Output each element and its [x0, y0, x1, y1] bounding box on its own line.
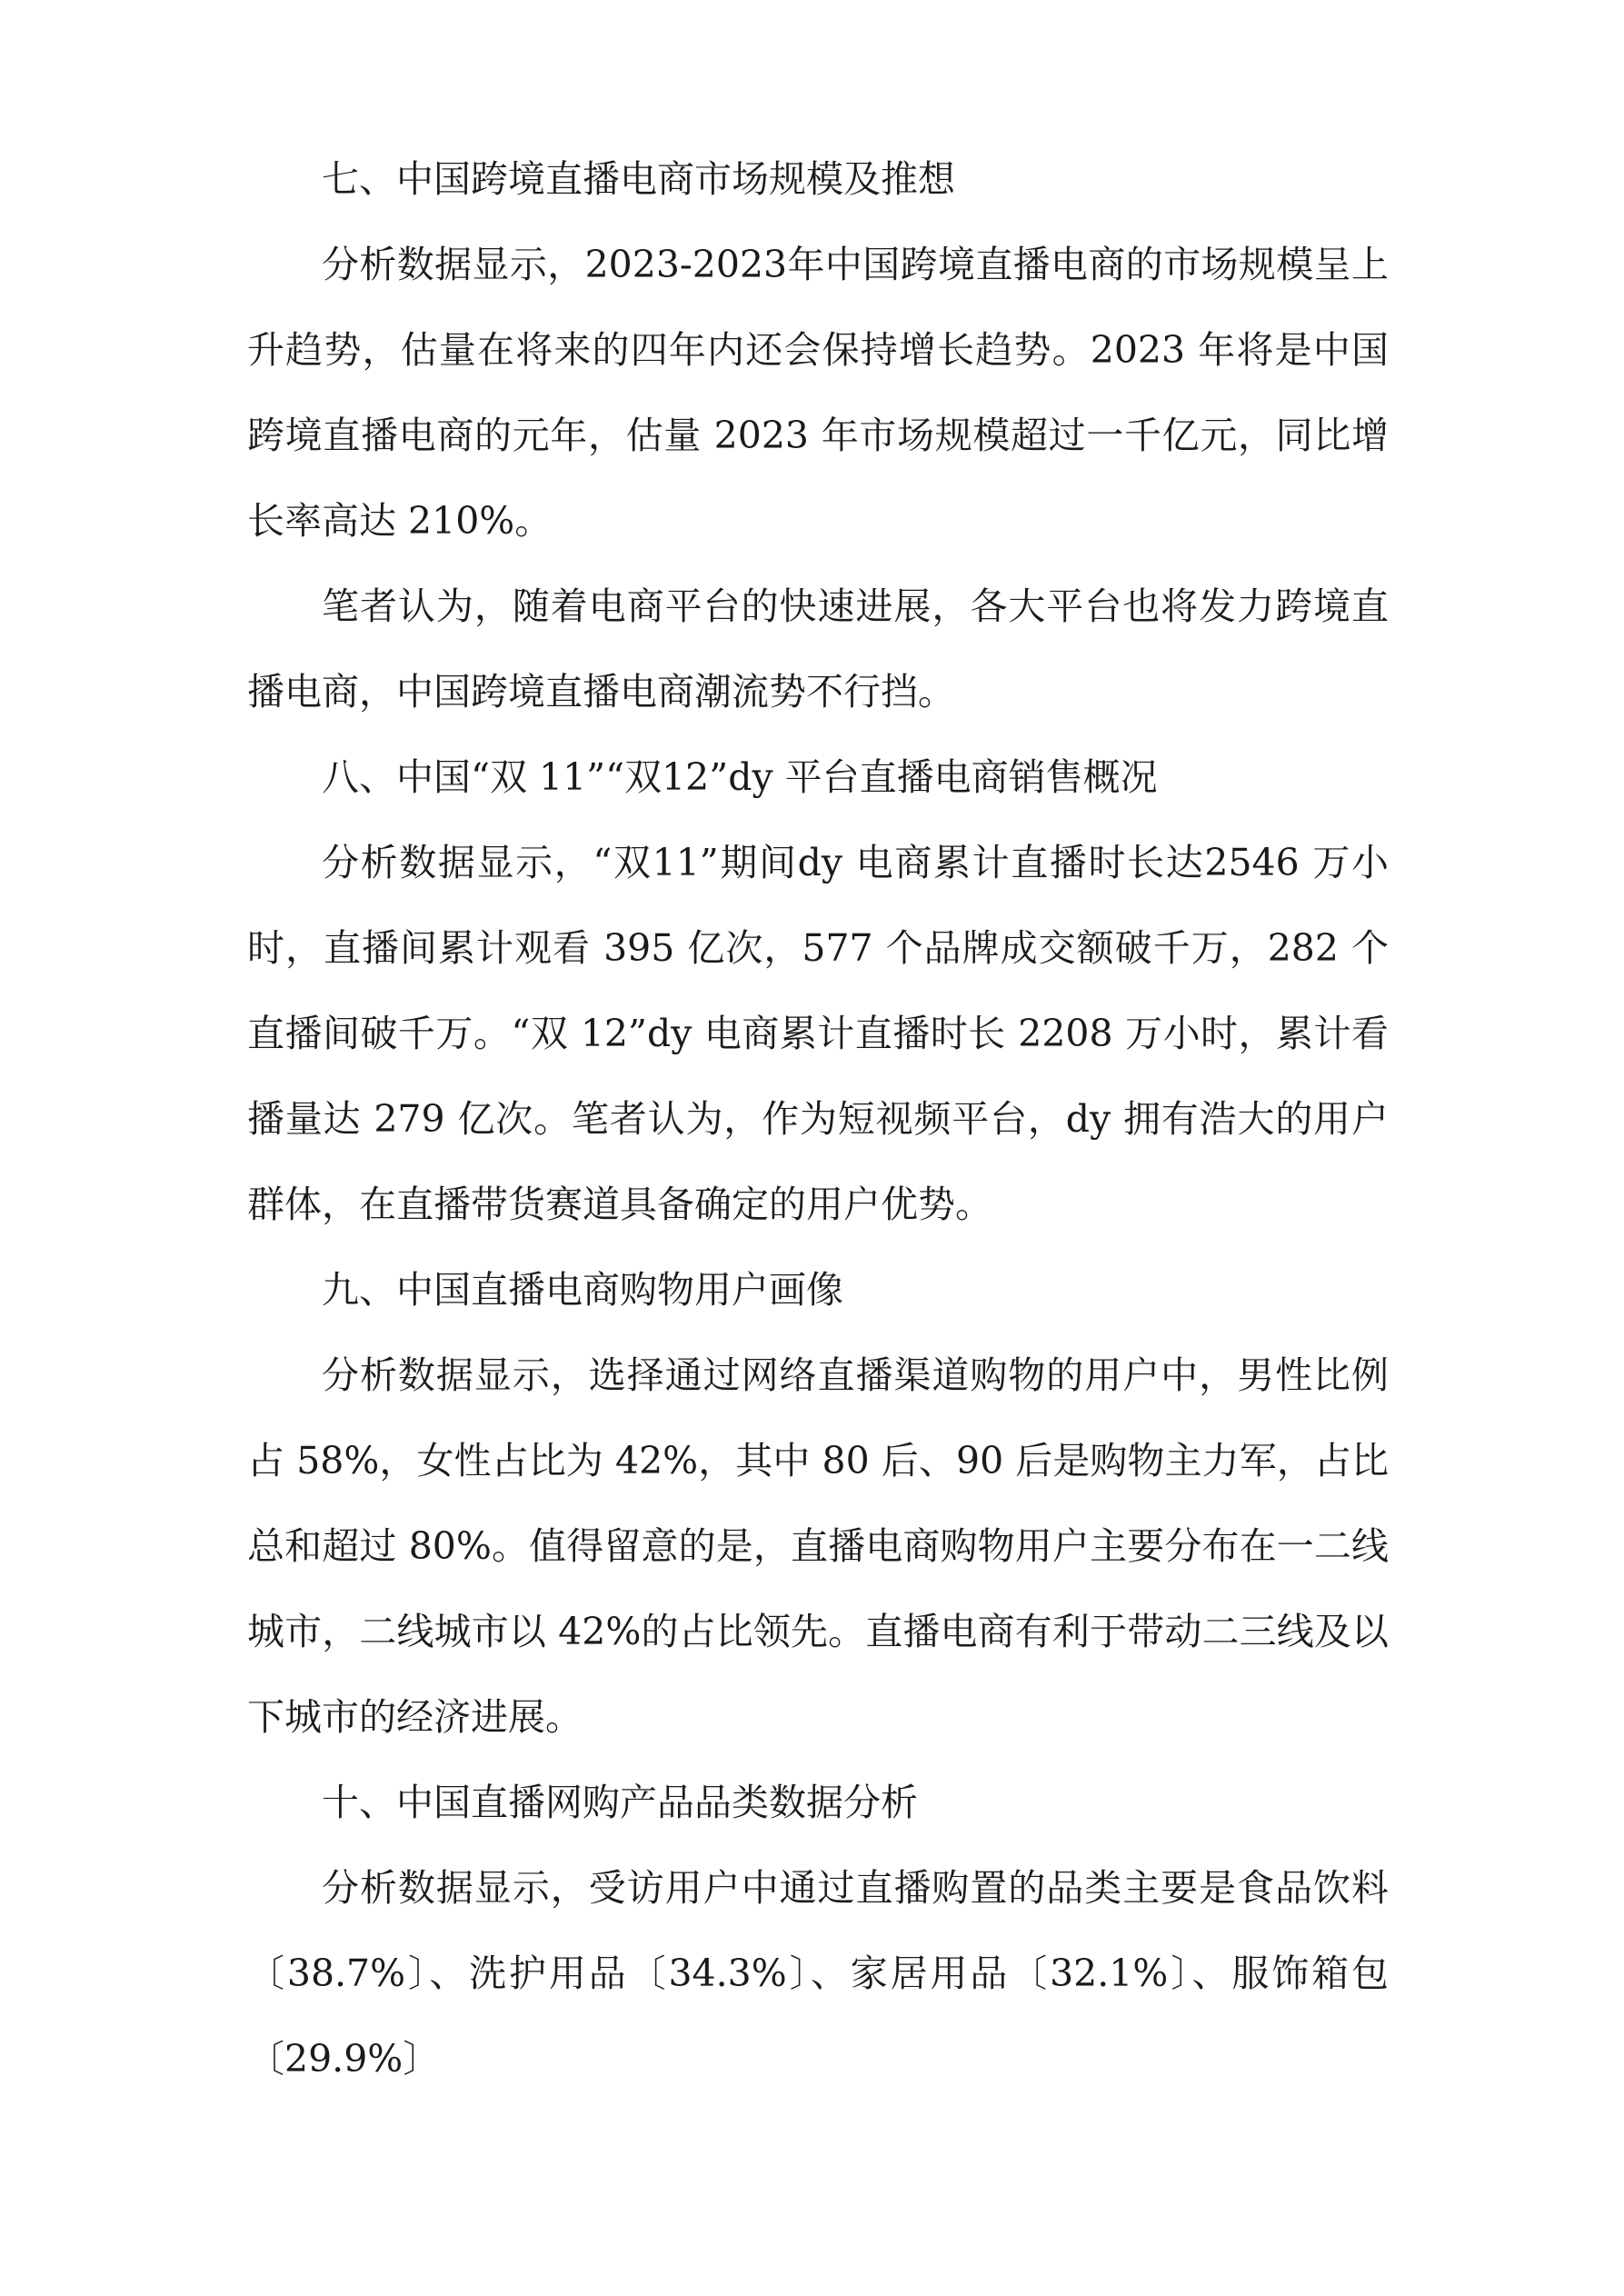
- section-7-heading: 七、中国跨境直播电商市场规模及推想: [322, 157, 955, 201]
- document-body: [247, 136, 1389, 2101]
- section-7-para-1: 分析数据显示，2023-2023年中国跨境直播电商的市场规模呈上升趋势，估量在将来的四年内还会保持增长趋势。2023 年将是中国跨境直播电商的元年，估量 2023 年市场规模超过一千亿元，同比增长率高达 210%。: [247, 243, 1389, 543]
- section-10-heading: 十、中国直播网购产品品类数据分析: [322, 1781, 918, 1824]
- section-8-heading: 八、中国“双 11”“双12”dy 平台直播电商销售概况: [322, 755, 1158, 799]
- section-9-para-1: 分析数据显示，选择通过网络直播渠道购物的用户中，男性比例占 58%，女性占比为 42%，其中 80 后、90 后是购物主力军，占比总和超过 80%。值得留意的是，直播电商购物用户主要分布在一二线城市，二线城市以 42%的占比领先。直播电商有利于带动二三线及以下城市的经济进展。: [247, 1353, 1389, 1739]
- section-7-para-2: 笔者认为，随着电商平台的快速进展，各大平台也将发力跨境直播电商，中国跨境直播电商潮流势不行挡。: [247, 584, 1389, 714]
- section-8-para-1: 分析数据显示，“双11”期间dy 电商累计直播时长达2546 万小时，直播间累计观看 395 亿次，577 个品牌成交额破千万，282 个直播间破千万。“双 12”dy 电商累计直播时长 2208 万小时，累计看播量达 279 亿次。笔者认为，作为短视频平台，dy 拥有浩大的用户群体，在直播带货赛道具备确定的用户优势。: [247, 841, 1389, 1226]
- section-10-para-1: 分析数据显示，受访用户中通过直播购置的品类主要是食品饮料〔38.7%〕、洗护用品〔34.3%〕、家居用品〔32.1%〕、服饰箱包〔29.9%〕: [247, 1866, 1389, 2081]
- section-9-heading: 九、中国直播电商购物用户画像: [322, 1268, 843, 1312]
